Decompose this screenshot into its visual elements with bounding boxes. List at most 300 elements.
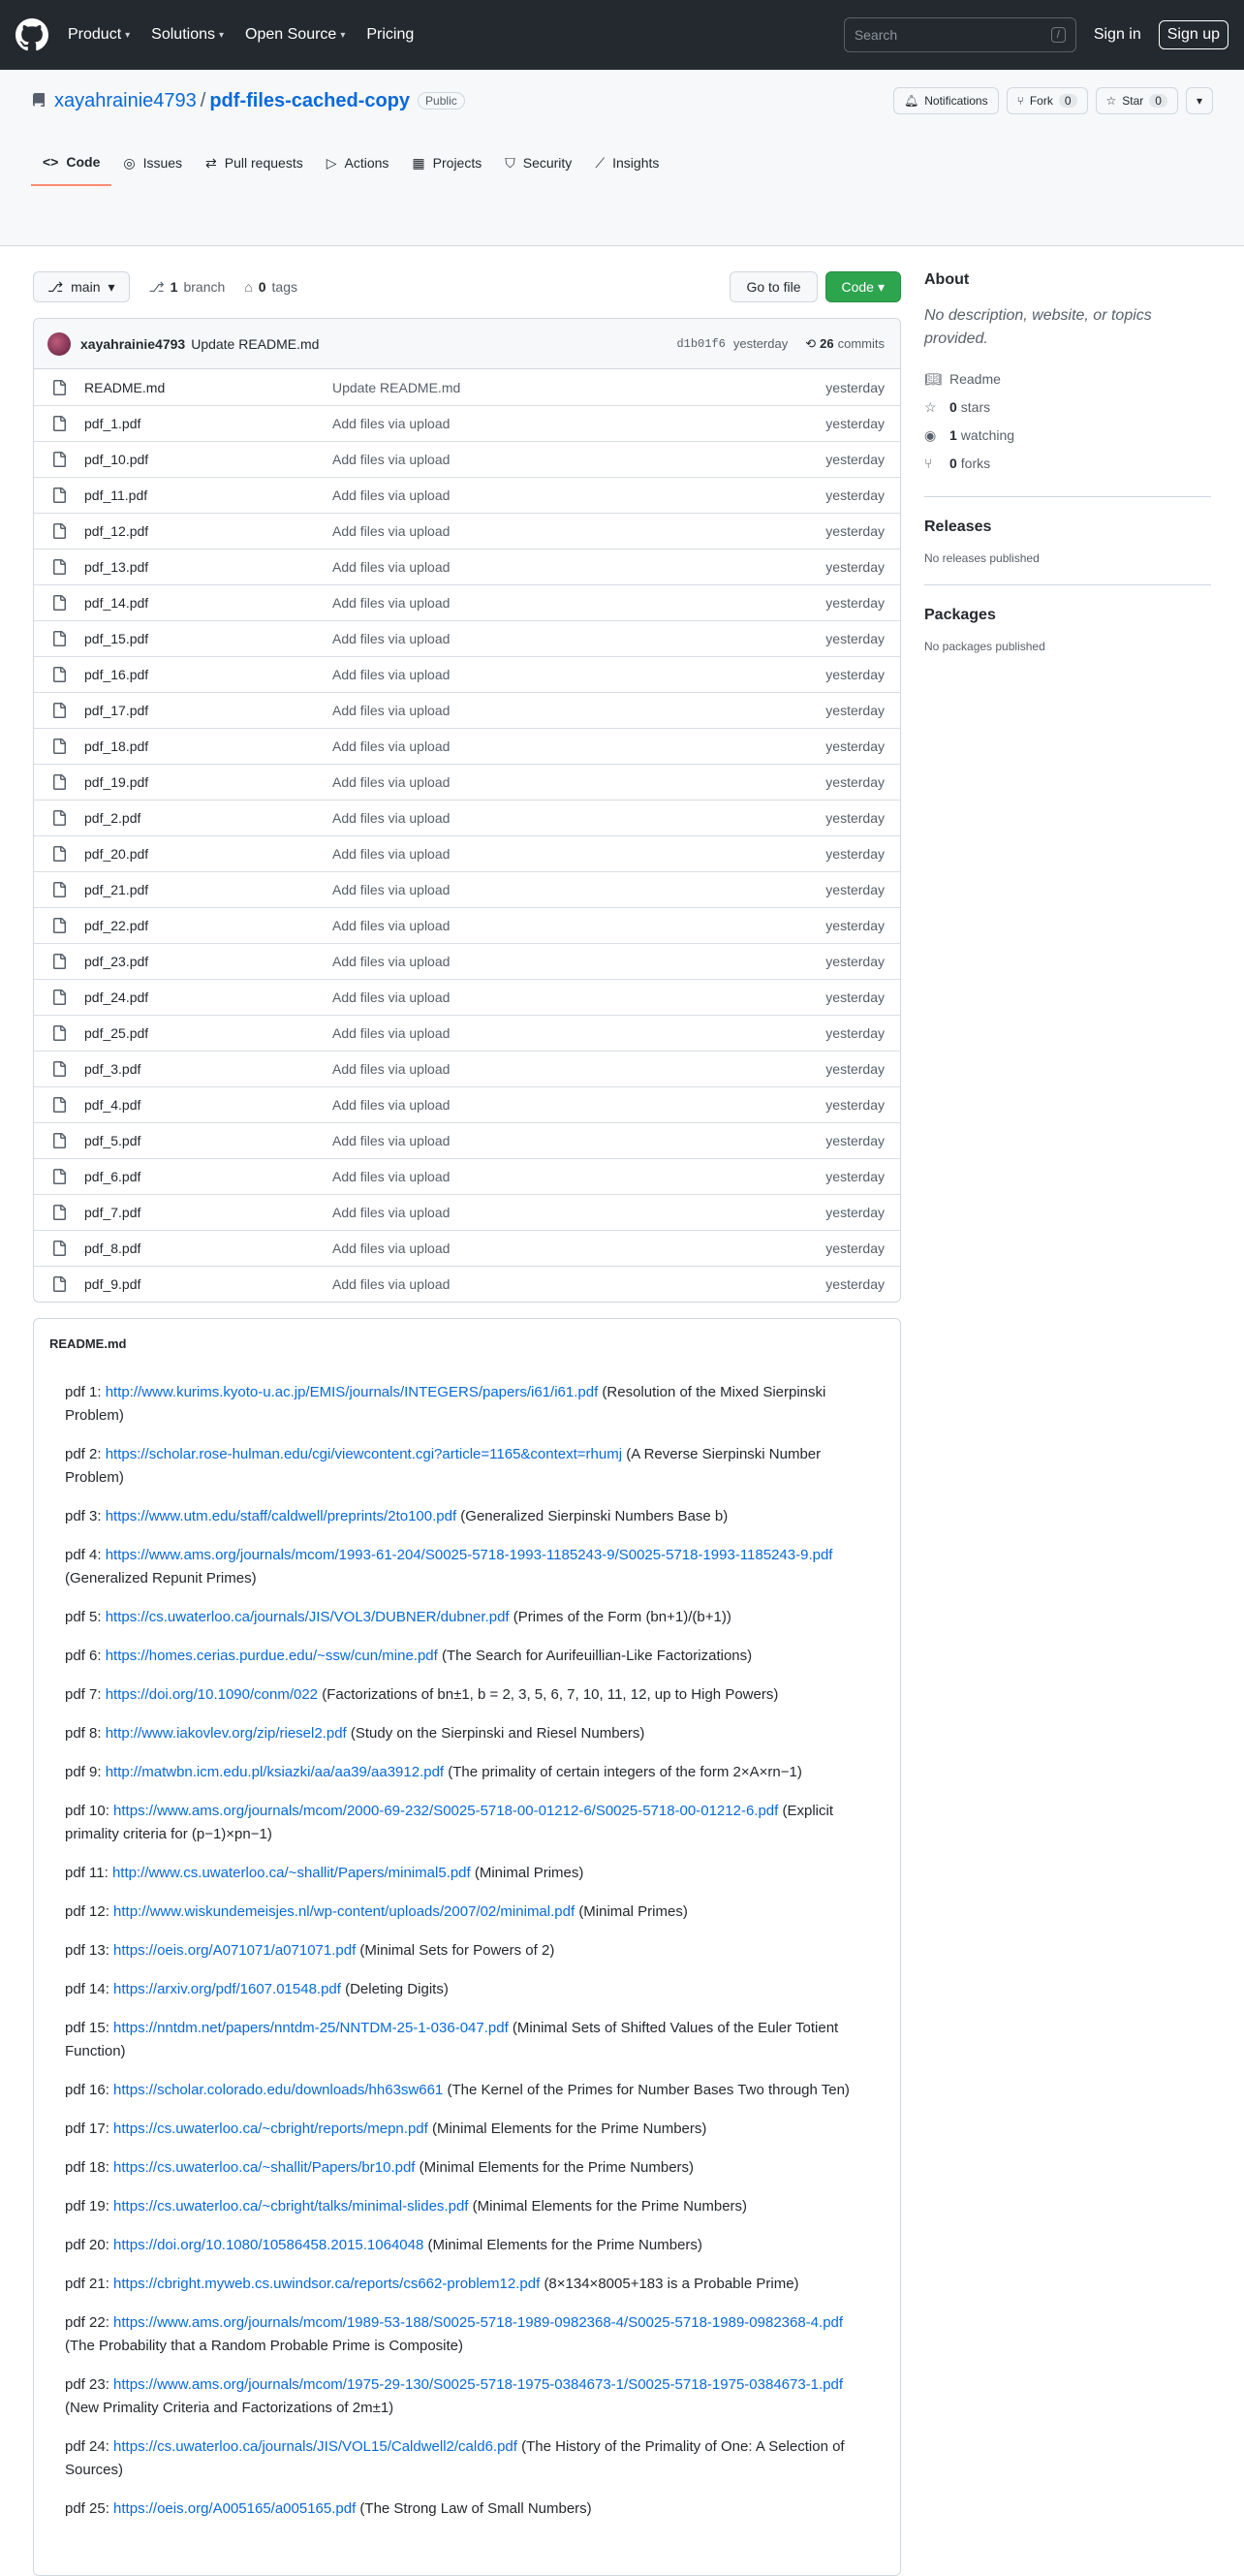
forks-word: forks <box>960 455 991 471</box>
play-icon: ▷ <box>326 154 337 171</box>
file-name-link[interactable]: pdf_10.pdf <box>84 452 149 467</box>
table-row[interactable] <box>34 1266 900 1302</box>
file-commit-message-link[interactable]: Add files via upload <box>332 595 451 611</box>
readme-item-label: pdf 23: <box>65 2376 109 2393</box>
star-count: 0 <box>1149 94 1167 108</box>
readme-item-label: pdf 25: <box>65 2500 109 2517</box>
file-commit-message-link[interactable]: Add files via upload <box>332 1169 451 1184</box>
readme-item-description: (Generalized Sierpinski Numbers Base b) <box>460 1508 729 1524</box>
readme-link-label: Readme <box>949 370 1001 387</box>
readme-item-description: (Minimal Elements for the Prime Numbers) <box>419 2159 695 2176</box>
readme-title: README.md <box>49 1335 127 1351</box>
readme-item-link[interactable]: https://doi.org/10.1090/conm/022 <box>105 1686 319 1703</box>
file-age: yesterday <box>825 379 885 395</box>
table-row[interactable] <box>34 656 900 692</box>
file-name-link[interactable]: pdf_9.pdf <box>84 1276 141 1292</box>
readme-list-item <box>65 2435 869 2482</box>
table-row[interactable] <box>34 835 900 871</box>
readme-item-link[interactable]: http://www.cs.uwaterloo.ca/~shallit/Papers/minimal5.pdf <box>111 1865 471 1881</box>
readme-item-link[interactable]: https://www.ams.org/journals/mcom/1989-53-188/S0025-5718-1989-0982368-4/S0025-5718-1989-0982368-4.pdf <box>113 2314 844 2331</box>
releases-heading[interactable]: Releases <box>924 518 992 535</box>
visibility-badge: Public <box>418 92 465 110</box>
repo-actions <box>893 87 1213 114</box>
about-description: No description, website, or topics provided. <box>924 307 1152 347</box>
readme-item-label: pdf 3: <box>65 1508 102 1524</box>
file-name-link[interactable]: pdf_13.pdf <box>84 559 149 575</box>
file-commit-message-link[interactable]: Add files via upload <box>332 703 451 718</box>
file-age: yesterday <box>825 631 885 646</box>
main-layout <box>0 246 1244 2576</box>
file-age: yesterday <box>825 595 885 611</box>
file-commit-message-link[interactable]: Add files via upload <box>332 918 451 933</box>
global-header <box>0 0 1244 70</box>
file-icon <box>51 810 67 826</box>
readme-item-link[interactable]: https://nntdm.net/papers/nntdm-25/NNTDM-25-1-036-047.pdf <box>113 2020 509 2036</box>
file-icon <box>51 954 67 969</box>
search-input[interactable] <box>844 17 1076 52</box>
readme-item-link[interactable]: https://cs.uwaterloo.ca/~cbright/talks/minimal-slides.pdf <box>113 2198 469 2215</box>
readme-list-item <box>65 1862 869 1885</box>
readme-item-label: pdf 20: <box>65 2237 109 2253</box>
file-icon <box>51 523 67 539</box>
star-icon: ☆ <box>924 398 937 415</box>
readme-panel <box>33 1318 901 2576</box>
readme-item-label: pdf 9: <box>65 1764 102 1780</box>
readme-list-item <box>65 2195 869 2218</box>
tab-projects[interactable] <box>400 140 493 186</box>
file-icon <box>51 1025 67 1041</box>
table-row[interactable] <box>34 1015 900 1051</box>
file-icon <box>51 452 67 467</box>
tab-security[interactable] <box>493 140 583 186</box>
code-dropdown-button[interactable] <box>825 271 902 302</box>
file-commit-message-link[interactable]: Update README.md <box>332 379 461 395</box>
file-name-link[interactable]: pdf_20.pdf <box>84 846 149 862</box>
tab-actions-label: Actions <box>344 155 389 171</box>
eye-icon: ◉ <box>924 426 937 443</box>
readme-item-link[interactable]: https://www.utm.edu/staff/caldwell/preprints/2to100.pdf <box>105 1508 457 1524</box>
fork-icon: ⑂ <box>924 455 933 471</box>
nav-product[interactable] <box>68 26 130 44</box>
file-icon <box>51 918 67 933</box>
readme-item-link[interactable]: http://matwbn.icm.edu.pl/ksiazki/aa/aa39/aa3912.pdf <box>105 1764 445 1780</box>
branch-name: main <box>71 279 101 295</box>
file-name-link[interactable]: pdf_17.pdf <box>84 703 149 718</box>
file-icon <box>51 416 67 431</box>
repo-path-separator: / <box>200 89 206 111</box>
tab-code-label: Code <box>66 154 101 170</box>
readme-item-label: pdf 22: <box>65 2314 109 2331</box>
chevron-down-icon: ▾ <box>877 278 885 295</box>
latest-commit-row <box>34 319 900 369</box>
readme-item-label: pdf 7: <box>65 1686 102 1703</box>
readme-list-item <box>65 1761 869 1784</box>
tab-security-label: Security <box>522 155 573 171</box>
readme-item-link[interactable]: https://scholar.rose-hulman.edu/cgi/viewcontent.cgi?article=1165&context=rhumj <box>105 1446 623 1462</box>
file-commit-message-link[interactable]: Add files via upload <box>332 774 451 790</box>
table-row[interactable] <box>34 871 900 907</box>
file-commit-message-link[interactable]: Add files via upload <box>332 738 451 754</box>
tag-word: tags <box>271 279 298 295</box>
readme-item-link[interactable]: http://www.wiskundemeisjes.nl/wp-content/uploads/2007/02/minimal.pdf <box>113 1903 575 1920</box>
tab-pull-requests-label: Pull requests <box>224 155 303 171</box>
table-row[interactable] <box>34 1051 900 1086</box>
file-commit-message-link[interactable]: Add files via upload <box>332 523 451 539</box>
readme-item-label: pdf 13: <box>65 1942 109 1959</box>
file-commit-message-link[interactable]: Add files via upload <box>332 1061 451 1077</box>
table-row[interactable] <box>34 1086 900 1122</box>
file-commit-message-link[interactable]: Add files via upload <box>332 631 451 646</box>
readme-list-item <box>65 1381 869 1428</box>
commit-author-link[interactable]: xayahrainie4793 <box>80 335 186 352</box>
file-icon <box>51 738 67 754</box>
file-name-link[interactable]: pdf_8.pdf <box>84 1241 141 1256</box>
table-row[interactable] <box>34 405 900 441</box>
file-age: yesterday <box>825 667 885 682</box>
git-pull-request-icon: ⇄ <box>205 154 217 171</box>
watching-word: watching <box>960 426 1015 443</box>
tab-issues-label: Issues <box>142 155 183 171</box>
file-age: yesterday <box>825 1025 885 1041</box>
packages-empty-text: No packages published <box>924 640 1045 653</box>
table-row[interactable] <box>34 692 900 728</box>
tab-projects-label: Projects <box>432 155 482 171</box>
file-age: yesterday <box>825 810 885 826</box>
bell-icon: 🔔︎ <box>904 94 919 108</box>
packages-heading[interactable]: Packages <box>924 607 996 623</box>
file-commit-message-link[interactable]: Add files via upload <box>332 990 451 1005</box>
table-row[interactable] <box>34 620 900 656</box>
file-icon <box>51 559 67 575</box>
file-commit-message-link[interactable]: Add files via upload <box>332 1276 451 1292</box>
code-icon: <> <box>43 154 59 170</box>
fork-button[interactable] <box>1007 87 1088 114</box>
file-toolbar <box>33 271 901 302</box>
file-name-link[interactable]: pdf_3.pdf <box>84 1061 141 1077</box>
git-branch-icon: ⎇ <box>47 278 64 295</box>
readme-item-label: pdf 10: <box>65 1803 109 1819</box>
readme-item-label: pdf 15: <box>65 2020 109 2036</box>
file-commit-message-link[interactable]: Add files via upload <box>332 416 451 431</box>
history-icon: ⟲ <box>805 335 817 351</box>
readme-item-label: pdf 8: <box>65 1725 102 1742</box>
file-age: yesterday <box>825 990 885 1005</box>
file-name-link[interactable]: pdf_22.pdf <box>84 918 149 933</box>
divider <box>924 496 1211 497</box>
file-commit-message-link[interactable]: Add files via upload <box>332 487 451 503</box>
issue-opened-icon: ◎ <box>123 154 136 171</box>
file-commit-message-link[interactable]: Add files via upload <box>332 559 451 575</box>
readme-item-link[interactable]: http://www.kurims.kyoto-u.ac.jp/EMIS/journals/INTEGERS/papers/i61/i61.pdf <box>105 1384 599 1400</box>
readme-item-label: pdf 21: <box>65 2276 109 2292</box>
table-row[interactable] <box>34 549 900 584</box>
readme-list-item <box>65 1901 869 1924</box>
file-name-link[interactable]: pdf_4.pdf <box>84 1097 141 1113</box>
forks-count: 0 <box>949 455 957 471</box>
readme-body <box>34 1367 900 2521</box>
readme-item-link[interactable]: https://www.ams.org/journals/mcom/2000-69-232/S0025-5718-00-01212-6/S0025-5718-00-01212-6.pdf <box>113 1803 779 1819</box>
file-age: yesterday <box>825 487 885 503</box>
file-icon <box>51 595 67 611</box>
file-age: yesterday <box>825 559 885 575</box>
file-commit-message-link[interactable]: Add files via upload <box>332 1241 451 1256</box>
readme-item-description: (Resolution of the Mixed Sierpinski Problem) <box>65 1384 826 1424</box>
readme-item-description: (Minimal Sets of Shifted Values of the Euler Totient Function) <box>65 2020 839 2059</box>
sign-up-button[interactable]: Sign up <box>1159 20 1228 49</box>
file-age: yesterday <box>825 523 885 539</box>
star-dropdown-button[interactable] <box>1186 87 1213 114</box>
tags-link[interactable] <box>244 279 297 295</box>
sign-in-link[interactable]: Sign in <box>1093 26 1141 43</box>
chevron-down-icon: ▾ <box>340 29 346 41</box>
table-row[interactable] <box>34 764 900 800</box>
notifications-label: Notifications <box>924 94 988 108</box>
file-icon <box>51 487 67 503</box>
file-icon <box>51 1241 67 1256</box>
fork-count: 0 <box>1059 94 1077 108</box>
file-name-link[interactable]: pdf_15.pdf <box>84 631 149 646</box>
readme-item-description: (Primes of the Form (bn+1)/(b+1)) <box>513 1609 731 1625</box>
file-commit-message-link[interactable]: Add files via upload <box>332 452 451 467</box>
file-age: yesterday <box>825 1169 885 1184</box>
table-row[interactable] <box>34 943 900 979</box>
repo-content <box>33 271 901 2576</box>
repo-name-link[interactable]: pdf-files-cached-copy <box>209 89 411 111</box>
readme-item-description: (The Search for Aurifeuillian-Like Factorizations) <box>441 1648 753 1664</box>
readme-item-description: (Minimal Primes) <box>578 1903 688 1920</box>
readme-item-label: pdf 19: <box>65 2198 109 2215</box>
readme-item-link[interactable]: https://cs.uwaterloo.ca/journals/JIS/VOL3/DUBNER/dubner.pdf <box>105 1609 510 1625</box>
file-icon <box>51 774 67 790</box>
readme-list-item <box>65 1505 869 1528</box>
commit-count: 26 <box>820 336 834 351</box>
readme-list-item <box>65 2079 869 2102</box>
readme-item-link[interactable]: https://cs.uwaterloo.ca/~cbright/reports/mepn.pdf <box>113 2120 428 2137</box>
watchers-link[interactable] <box>924 421 1211 449</box>
stars-link[interactable] <box>924 393 1211 421</box>
tab-code[interactable] <box>31 140 111 186</box>
readme-list-item <box>65 2311 869 2358</box>
file-name-link[interactable]: pdf_24.pdf <box>84 990 149 1005</box>
commits-history-link[interactable] <box>805 336 885 352</box>
file-commit-message-link[interactable]: Add files via upload <box>332 1025 451 1041</box>
table-row[interactable] <box>34 441 900 477</box>
table-row[interactable] <box>34 584 900 620</box>
tab-issues[interactable] <box>111 140 194 186</box>
repo-icon <box>31 93 47 109</box>
tag-icon: ⌂ <box>244 279 253 295</box>
file-age: yesterday <box>825 918 885 933</box>
file-name-link[interactable]: pdf_16.pdf <box>84 667 149 682</box>
file-name-link[interactable]: pdf_2.pdf <box>84 810 141 826</box>
readme-item-link[interactable]: https://cs.uwaterloo.ca/journals/JIS/VOL15/Caldwell2/cald6.pdf <box>113 2438 517 2455</box>
readme-list-item <box>65 2373 869 2420</box>
commit-age: yesterday <box>732 336 789 351</box>
star-button[interactable] <box>1096 87 1178 114</box>
file-age: yesterday <box>825 1276 885 1292</box>
readme-item-link[interactable]: https://www.ams.org/journals/mcom/1975-29-130/S0025-5718-1975-0384673-1/S0025-5718-1975-0384673-1.pdf <box>113 2376 844 2393</box>
file-age: yesterday <box>825 774 885 790</box>
commit-message-link[interactable]: Update README.md <box>191 335 320 352</box>
readme-item-link[interactable]: https://homes.cerias.purdue.edu/~ssw/cun/mine.pdf <box>105 1648 438 1664</box>
tab-actions[interactable] <box>315 140 401 186</box>
readme-item-link[interactable]: https://www.ams.org/journals/mcom/1993-61-204/S0025-5718-1993-1185243-9/S0025-5718-1993-1185243-9.pdf <box>105 1547 833 1563</box>
table-icon: ▦ <box>412 154 425 171</box>
tab-insights[interactable] <box>583 140 670 186</box>
repo-sidebar <box>924 271 1211 2576</box>
readme-item-description: (The Kernel of the Primes for Number Bases Two through Ten) <box>447 2082 850 2098</box>
readme-list-item <box>65 2017 869 2063</box>
readme-item-label: pdf 14: <box>65 1981 109 1997</box>
readme-item-description: (Minimal Primes) <box>474 1865 584 1881</box>
file-name-link[interactable]: pdf_11.pdf <box>84 487 148 503</box>
table-row[interactable] <box>34 477 900 513</box>
file-age: yesterday <box>825 416 885 431</box>
readme-link[interactable] <box>924 364 1211 393</box>
readme-item-link[interactable]: https://cbright.myweb.cs.uwindsor.ca/reports/cs662-problem12.pdf <box>113 2276 541 2292</box>
fork-label: Fork <box>1029 94 1053 108</box>
slash-shortcut-badge: / <box>1051 27 1066 43</box>
commit-sha-link[interactable]: d1b01f6 <box>676 336 726 351</box>
table-row[interactable] <box>34 800 900 835</box>
table-row[interactable] <box>34 1194 900 1230</box>
file-name-link[interactable]: README.md <box>84 379 166 395</box>
forks-link[interactable] <box>924 449 1211 477</box>
branch-count: 1 <box>170 279 178 295</box>
readme-list-item <box>65 1722 869 1745</box>
file-commit-message-link[interactable]: Add files via upload <box>332 667 451 682</box>
github-logo-icon[interactable] <box>16 18 48 51</box>
file-icon <box>51 1276 67 1292</box>
nav-solutions-label: Solutions <box>151 26 215 43</box>
file-commit-message-link[interactable]: Add files via upload <box>332 954 451 969</box>
chevron-down-icon: ▾ <box>125 29 131 41</box>
readme-list-item <box>65 1978 869 2001</box>
file-icon <box>51 1205 67 1220</box>
file-icon <box>51 380 67 395</box>
table-row[interactable] <box>34 728 900 764</box>
readme-list-item <box>65 1939 869 1963</box>
readme-item-link[interactable]: https://cs.uwaterloo.ca/~shallit/Papers/br10.pdf <box>113 2159 416 2176</box>
code-button-label: Code <box>841 279 874 295</box>
file-name-link[interactable]: pdf_18.pdf <box>84 738 149 754</box>
branches-link[interactable] <box>149 279 226 296</box>
readme-item-label: pdf 12: <box>65 1903 109 1920</box>
readme-item-link[interactable]: https://oeis.org/A005165/a005165.pdf <box>113 2500 357 2517</box>
readme-item-description: (Generalized Repunit Primes) <box>65 1570 257 1586</box>
file-icon <box>51 667 67 682</box>
readme-list-item <box>65 1645 869 1668</box>
watching-count: 1 <box>949 426 957 443</box>
readme-item-description: (The History of the Primality of One: A Selection of Sources) <box>65 2438 845 2478</box>
shield-icon: ⛉ <box>505 154 515 171</box>
git-branch-icon: ⎇ <box>148 278 165 295</box>
fork-icon: ⑂ <box>1016 94 1024 108</box>
file-name-link[interactable]: pdf_12.pdf <box>84 523 149 539</box>
file-commit-message-link[interactable]: Add files via upload <box>332 1205 451 1220</box>
readme-item-label: pdf 5: <box>65 1609 102 1625</box>
readme-item-label: pdf 16: <box>65 2082 109 2098</box>
file-name-link[interactable]: pdf_14.pdf <box>84 595 149 611</box>
file-commit-message-link[interactable]: Add files via upload <box>332 1133 451 1148</box>
readme-item-description: (The primality of certain integers of the form 2×A×rn−1) <box>448 1764 802 1780</box>
file-name-link[interactable]: pdf_7.pdf <box>84 1205 141 1220</box>
file-name-link[interactable]: pdf_25.pdf <box>84 1025 149 1041</box>
file-icon <box>51 1169 67 1184</box>
branch-word: branch <box>183 279 226 295</box>
file-icon <box>51 1061 67 1077</box>
readme-item-description: (Minimal Elements for the Prime Numbers) <box>472 2198 748 2215</box>
nav-pricing[interactable]: Pricing <box>366 26 415 43</box>
table-row[interactable] <box>34 513 900 549</box>
readme-list-item <box>65 2234 869 2257</box>
file-age: yesterday <box>825 1241 885 1256</box>
readme-item-link[interactable]: http://www.iakovlev.org/zip/riesel2.pdf <box>105 1725 347 1742</box>
table-row[interactable] <box>34 907 900 943</box>
table-row[interactable] <box>34 369 900 405</box>
file-name-link[interactable]: pdf_23.pdf <box>84 954 149 969</box>
file-name-link[interactable]: pdf_6.pdf <box>84 1169 141 1184</box>
chevron-down-icon: ▾ <box>108 278 115 295</box>
readme-item-link[interactable]: https://doi.org/10.1080/10586458.2015.1064048 <box>113 2237 424 2253</box>
nav-open-source[interactable] <box>245 26 345 44</box>
file-commit-message-link[interactable]: Add files via upload <box>332 846 451 862</box>
readme-item-link[interactable]: https://arxiv.org/pdf/1607.01548.pdf <box>113 1981 341 1997</box>
nav-product-label: Product <box>68 26 122 43</box>
file-age: yesterday <box>825 882 885 897</box>
readme-item-link[interactable]: https://oeis.org/A071071/a071071.pdf <box>113 1942 357 1959</box>
file-name-link[interactable]: pdf_19.pdf <box>84 774 149 790</box>
file-age: yesterday <box>825 1133 885 1148</box>
readme-item-description: (Explicit primality criteria for (p−1)×pn−1) <box>65 1803 833 1842</box>
file-icon <box>51 703 67 718</box>
readme-list-item <box>65 2497 869 2521</box>
star-label: Star <box>1122 94 1144 108</box>
readme-item-description: (Deleting Digits) <box>345 1981 449 1997</box>
table-row[interactable] <box>34 1158 900 1194</box>
readme-item-description: (The Strong Law of Small Numbers) <box>359 2500 592 2517</box>
file-name-link[interactable]: pdf_21.pdf <box>84 882 149 897</box>
go-to-file-button[interactable]: Go to file <box>730 271 817 302</box>
file-commit-message-link[interactable]: Add files via upload <box>332 882 451 897</box>
file-name-link[interactable]: pdf_1.pdf <box>84 416 141 431</box>
file-commit-message-link[interactable]: Add files via upload <box>332 810 451 826</box>
nav-solutions[interactable] <box>151 26 224 44</box>
repo-header <box>0 70 1244 246</box>
commit-meta <box>676 336 885 352</box>
file-name-link[interactable]: pdf_5.pdf <box>84 1133 141 1148</box>
table-row[interactable] <box>34 979 900 1015</box>
file-commit-message-link[interactable]: Add files via upload <box>332 1097 451 1113</box>
readme-item-label: pdf 17: <box>65 2120 109 2137</box>
nav-open-source-label: Open Source <box>245 26 337 43</box>
readme-list-item <box>65 2118 869 2141</box>
repo-tabs <box>31 140 1213 196</box>
repo-owner-link[interactable]: xayahrainie4793 <box>54 89 197 111</box>
file-age: yesterday <box>825 1205 885 1220</box>
tab-pull-requests[interactable] <box>194 140 315 186</box>
about-heading: About <box>924 271 970 288</box>
table-row[interactable] <box>34 1230 900 1266</box>
readme-item-link[interactable]: https://scholar.colorado.edu/downloads/hh63sw661 <box>113 2082 444 2098</box>
avatar[interactable] <box>47 332 71 356</box>
file-icon <box>51 631 67 646</box>
readme-list-item <box>65 1544 869 1590</box>
notifications-button[interactable] <box>893 87 999 114</box>
readme-item-description: (Minimal Sets for Powers of 2) <box>359 1942 555 1959</box>
table-row[interactable] <box>34 1122 900 1158</box>
branch-select-button[interactable] <box>33 271 130 302</box>
